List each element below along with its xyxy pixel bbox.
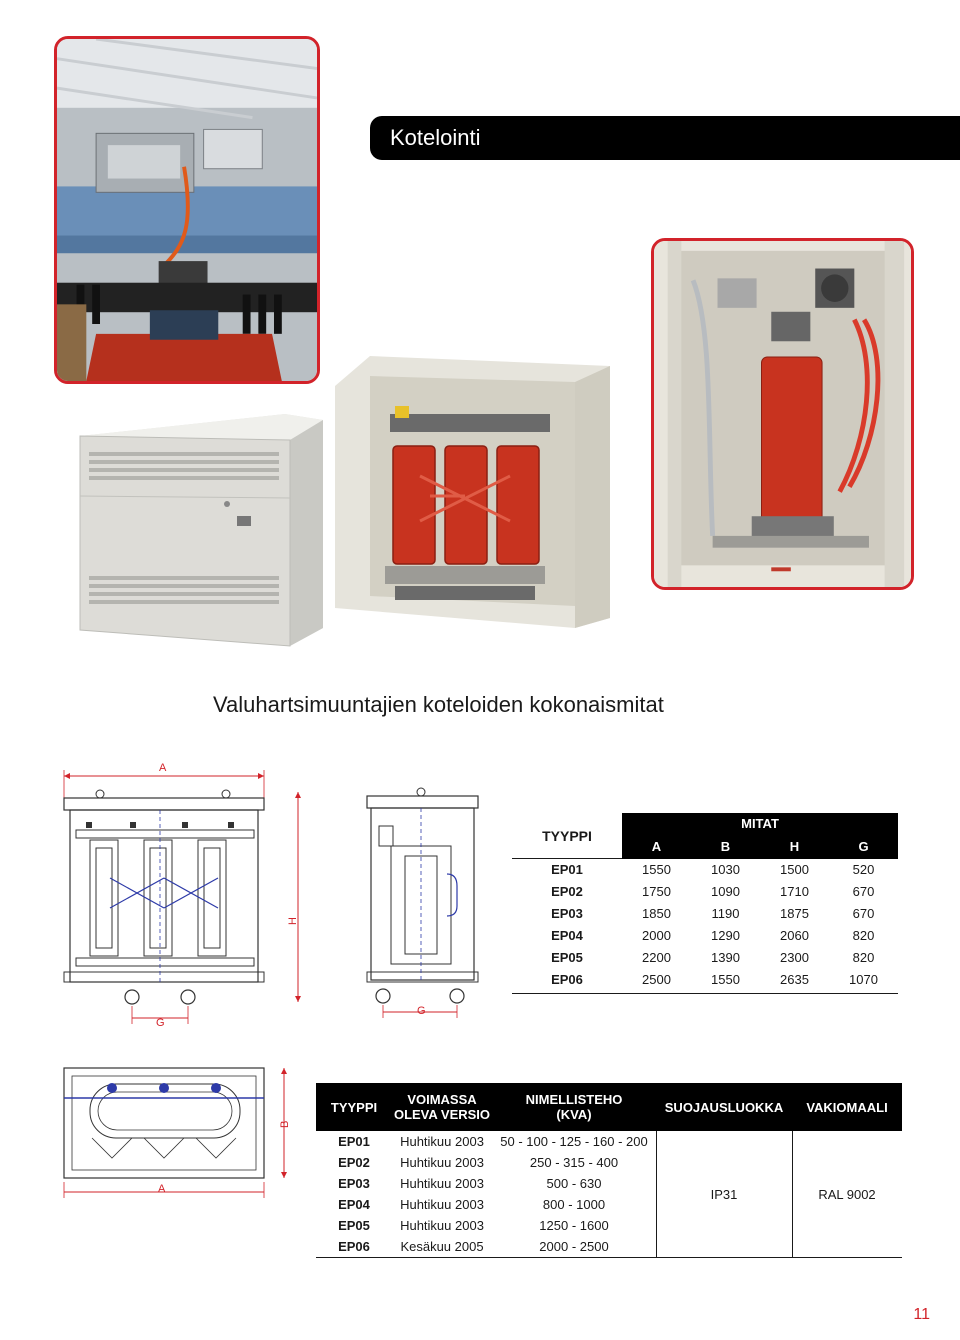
version-cell: Kesäkuu 2005: [400, 1239, 484, 1254]
side-view-drawing: [365, 786, 480, 1018]
dim-label-g-side: G: [417, 1005, 426, 1017]
specs-protection-header: SUOJAUSLUOKKA: [664, 1099, 784, 1115]
specs-version-header: [392, 1083, 492, 1131]
value-cell: 2000: [642, 928, 671, 943]
value-cell: 1550: [642, 862, 671, 877]
value-cell: 2635: [780, 972, 809, 987]
paint-cell: RAL 9002: [818, 1186, 876, 1202]
transformer-closeup-photo: [54, 36, 320, 384]
version-cell: Huhtikuu 2003: [400, 1134, 484, 1149]
value-cell: 1500: [780, 862, 809, 877]
table-row: [512, 881, 898, 903]
type-cell: EP04: [338, 1197, 370, 1212]
power-cell: 50 - 100 - 125 - 160 - 200: [500, 1134, 648, 1149]
type-cell: EP03: [551, 906, 583, 921]
table-divider: [316, 1257, 902, 1258]
section-banner: Kotelointi: [370, 116, 960, 160]
dims-type-header: TYYPPI: [512, 813, 622, 859]
value-cell: 1190: [711, 906, 740, 921]
value-cell: 520: [852, 862, 875, 877]
enclosure-closed-photo: [75, 406, 325, 648]
value-cell: 820: [852, 950, 875, 965]
type-cell: EP05: [338, 1218, 370, 1233]
protection-cell: IP31: [710, 1186, 738, 1202]
power-cell: 500 - 630: [546, 1176, 602, 1191]
dimensions-table: [512, 813, 898, 994]
single-phase-cabinet-photo: [651, 238, 914, 590]
specs-power-header: [492, 1083, 656, 1131]
version-cell: Huhtikuu 2003: [400, 1218, 484, 1233]
value-cell: 2500: [642, 972, 671, 987]
type-cell: EP06: [338, 1239, 370, 1254]
version-cell: Huhtikuu 2003: [400, 1197, 484, 1212]
specs-power-header-line2: (KVA): [556, 1107, 592, 1122]
value-cell: 1390: [711, 950, 740, 965]
value-cell: 2300: [780, 950, 809, 965]
table-divider: [512, 993, 898, 994]
dim-label-a-top: A: [158, 1183, 166, 1195]
table-row: [512, 903, 898, 925]
dims-col-header: A: [651, 839, 662, 854]
dim-label-a: A: [159, 762, 167, 774]
power-cell: 250 - 315 - 400: [529, 1155, 619, 1170]
dims-group-header: MITAT: [741, 816, 779, 831]
value-cell: 1090: [711, 884, 740, 899]
dims-col-header: H: [789, 839, 800, 854]
specs-version-header-line2: OLEVA VERSIO: [393, 1107, 491, 1122]
value-cell: 2060: [780, 928, 809, 943]
type-cell: EP01: [551, 862, 583, 877]
power-cell: 1250 - 1600: [539, 1218, 609, 1233]
table-row: [512, 859, 898, 881]
version-cell: Huhtikuu 2003: [400, 1176, 484, 1191]
specs-version-header-line1: VOIMASSA: [407, 1092, 477, 1107]
front-view-drawing: [52, 758, 314, 1028]
value-cell: 1750: [642, 884, 671, 899]
specs-type-header: TYYPPI: [330, 1099, 378, 1115]
value-cell: 670: [852, 884, 875, 899]
type-cell: EP03: [338, 1176, 370, 1191]
specs-table: [316, 1083, 902, 1258]
value-cell: 1875: [780, 906, 809, 921]
top-view-drawing: [52, 1058, 302, 1198]
table-row: [512, 925, 898, 947]
enclosure-open-photo: [335, 356, 610, 628]
value-cell: 1850: [642, 906, 671, 921]
power-cell: 2000 - 2500: [539, 1239, 609, 1254]
version-cell: Huhtikuu 2003: [400, 1155, 484, 1170]
specs-paint-header: VAKIOMAALI: [806, 1099, 888, 1115]
value-cell: 1290: [711, 928, 740, 943]
type-cell: EP05: [551, 950, 583, 965]
value-cell: 1550: [711, 972, 740, 987]
dim-label-b: B: [279, 1120, 291, 1128]
table-row: [512, 969, 898, 991]
dim-label-h: H: [287, 917, 299, 925]
value-cell: 670: [852, 906, 875, 921]
dims-col-header: G: [858, 839, 869, 854]
page-heading: Valuhartsimuuntajien koteloiden kokonaismitat: [213, 692, 664, 717]
value-cell: 1030: [711, 862, 740, 877]
type-cell: EP02: [338, 1155, 370, 1170]
dims-col-header: B: [720, 839, 731, 854]
type-cell: EP01: [338, 1134, 370, 1149]
specs-power-header-line1: NIMELLISTEHO: [525, 1092, 623, 1107]
type-cell: EP04: [551, 928, 583, 943]
power-cell: 800 - 1000: [542, 1197, 606, 1212]
value-cell: 820: [852, 928, 875, 943]
value-cell: 1710: [780, 884, 809, 899]
type-cell: EP06: [551, 972, 583, 987]
value-cell: 1070: [849, 972, 878, 987]
dim-label-g-front: G: [156, 1017, 165, 1028]
value-cell: 2200: [642, 950, 671, 965]
type-cell: EP02: [551, 884, 583, 899]
page-number: 11: [913, 1306, 930, 1323]
table-row: [512, 947, 898, 969]
